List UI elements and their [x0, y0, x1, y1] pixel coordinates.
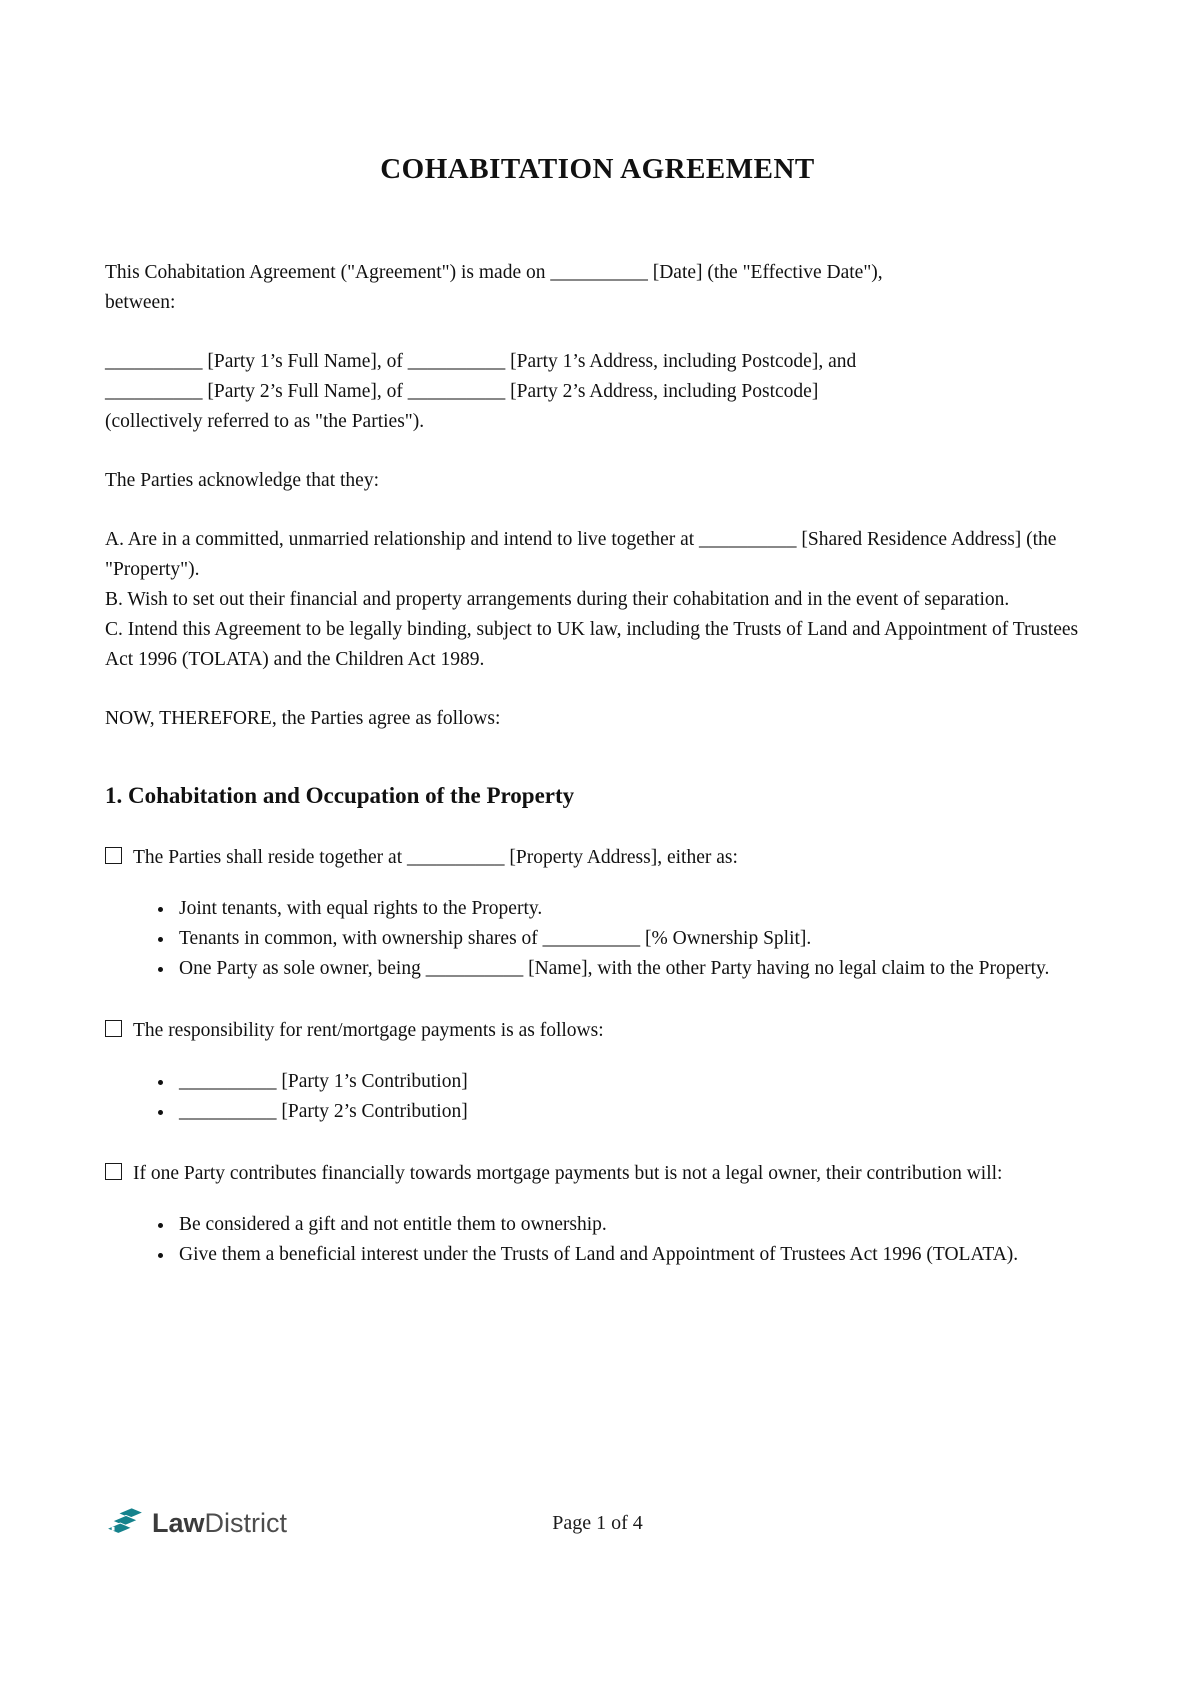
clause-residence-text: The Parties shall reside together at __________ [Property Address], either as: — [133, 847, 738, 868]
party2-line: __________ [Party 2’s Full Name], of __________ [Party 2’s Address, including Postcode] — [105, 381, 819, 402]
list-item: • __________ [Party 1’s Contribution] — [175, 1067, 1090, 1097]
clause-nonowner-text: If one Party contributes financially towards mortgage payments but is not a legal owner, their contribution will: — [133, 1163, 1003, 1184]
lawdistrict-logo-icon — [105, 1505, 145, 1541]
list-item: • Tenants in common, with ownership shares of __________ [% Ownership Split]. — [175, 924, 1090, 954]
recital-b: B. Wish to set out their financial and property arrangements during their cohabitation and in the event of separation. — [105, 589, 1010, 610]
page-number: Page 1 of 4 — [552, 1512, 643, 1534]
clause-nonowner-contribution — [105, 1159, 1090, 1189]
residence-options-list — [105, 894, 1090, 984]
intro-paragraph — [105, 258, 1090, 318]
list-item: • __________ [Party 2’s Contribution] — [175, 1097, 1090, 1127]
clause-rent-text: The responsibility for rent/mortgage payments is as follows: — [133, 1020, 604, 1041]
brand-district: District — [204, 1508, 288, 1538]
list-item: • Give them a beneficial interest under the Trusts of Land and Appointment of Trustees Act 1996 (TOLATA). — [175, 1240, 1090, 1270]
checkbox-icon[interactable] — [105, 1163, 122, 1180]
recital-c: C. Intend this Agreement to be legally binding, subject to UK law, including the Trusts of Land and Appointment of Trustees Act 1996 (TOLATA) and the Children Act 1989. — [105, 619, 1079, 670]
party1-line: __________ [Party 1’s Full Name], of __________ [Party 1’s Address, including Postcode], and — [105, 351, 857, 372]
rent-contributions-list — [105, 1067, 1090, 1127]
parties-collective-line: (collectively referred to as "the Parties"). — [105, 411, 425, 432]
page-footer — [105, 1502, 1090, 1544]
recitals-block — [105, 525, 1090, 675]
nonowner-options-list — [105, 1210, 1090, 1270]
clause-rent-responsibility — [105, 1016, 1090, 1046]
lawdistrict-logo — [105, 1505, 287, 1541]
brand-text — [152, 1507, 287, 1539]
acknowledge-heading: The Parties acknowledge that they: — [105, 470, 379, 491]
checkbox-icon[interactable] — [105, 1020, 122, 1037]
therefore-clause: NOW, THEREFORE, the Parties agree as follows: — [105, 708, 501, 729]
list-item: • Joint tenants, with equal rights to the Property. — [175, 894, 1090, 924]
intro-line2: between: — [105, 292, 176, 313]
list-item: • One Party as sole owner, being __________ [Name], with the other Party having no legal claim to the Property. — [175, 954, 1090, 984]
recital-a: A. Are in a committed, unmarried relationship and intend to live together at __________ [Shared Residence Address] (the "Property"). — [105, 529, 1057, 580]
checkbox-icon[interactable] — [105, 847, 122, 864]
list-item: • Be considered a gift and not entitle them to ownership. — [175, 1210, 1090, 1240]
section-1-heading: 1. Cohabitation and Occupation of the Property — [105, 783, 575, 808]
document-title: COHABITATION AGREEMENT — [380, 153, 815, 185]
intro-line1: This Cohabitation Agreement ("Agreement") is made on __________ [Date] (the "Effective Date"), — [105, 262, 883, 283]
brand-law: Law — [152, 1508, 205, 1538]
clause-residence — [105, 843, 1090, 873]
parties-paragraph — [105, 347, 1090, 437]
